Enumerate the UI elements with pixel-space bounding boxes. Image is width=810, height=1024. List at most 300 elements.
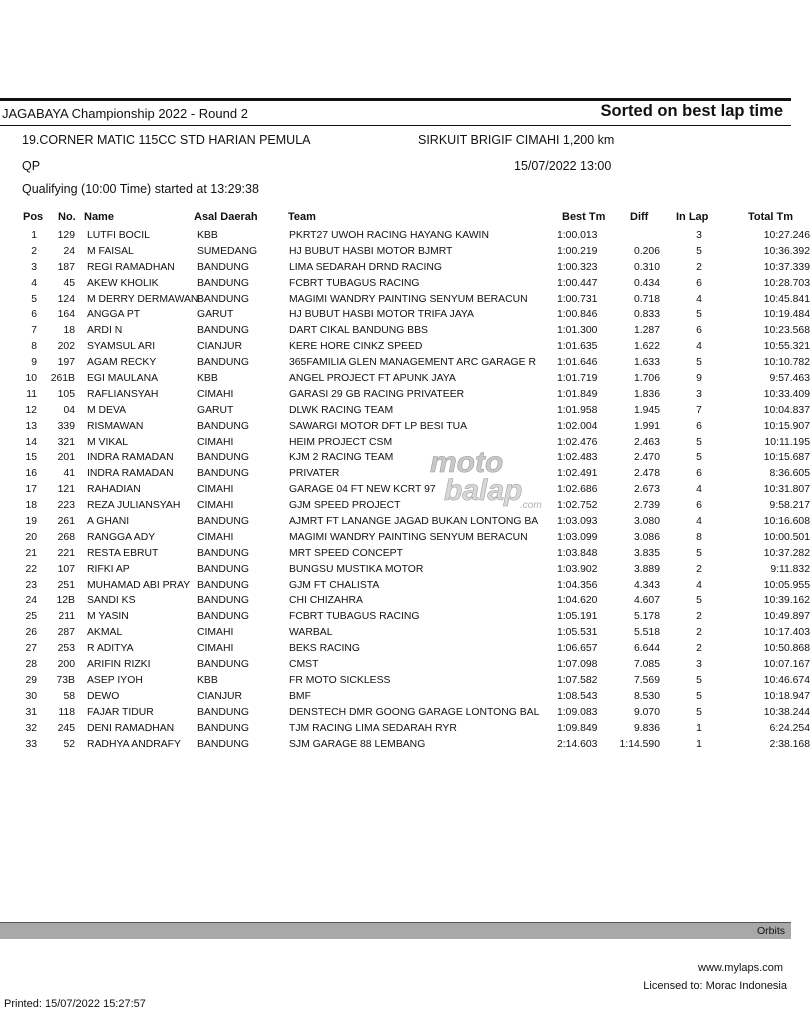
cell-team: WARBAL <box>289 627 333 639</box>
cell-total: 10:04.837 <box>763 404 810 416</box>
cell-team: BUNGSU MUSTIKA MOTOR <box>289 563 424 575</box>
cell-pos: 28 <box>25 659 37 671</box>
cell-team: CHI CHIZAHRA <box>289 595 363 607</box>
cell-asal: BANDUNG <box>197 547 249 559</box>
cell-in-lap: 6 <box>696 500 702 512</box>
cell-total: 10:18.947 <box>763 690 810 702</box>
cell-in-lap: 4 <box>696 293 702 305</box>
cell-asal: BANDUNG <box>197 722 249 734</box>
table-row <box>0 658 810 674</box>
cell-best: 1:07.098 <box>557 659 598 671</box>
cell-total: 10:15.907 <box>763 420 810 432</box>
cell-name: RADHYA ANDRAFY <box>87 738 181 750</box>
cell-name: M VIKAL <box>87 436 128 448</box>
cell-name: REZA JULIANSYAH <box>87 500 181 512</box>
cell-team: HEIM PROJECT CSM <box>289 436 393 448</box>
event-name: 19.CORNER MATIC 115CC STD HARIAN PEMULA <box>22 133 311 147</box>
cell-no: 52 <box>63 738 75 750</box>
cell-team: GARASI 29 GB RACING PRIVATEER <box>289 388 465 400</box>
cell-best: 1:03.093 <box>557 516 598 528</box>
table-row <box>0 245 810 261</box>
cell-in-lap: 2 <box>696 261 702 273</box>
cell-best: 1:01.646 <box>557 357 598 369</box>
table-row <box>0 293 810 309</box>
cell-asal: BANDUNG <box>197 611 249 623</box>
cell-in-lap: 6 <box>696 468 702 480</box>
cell-best: 1:09.083 <box>557 706 598 718</box>
cell-in-lap: 3 <box>696 230 702 241</box>
top-rule <box>0 98 791 101</box>
cell-pos: 5 <box>31 293 37 305</box>
cell-in-lap: 7 <box>696 404 702 416</box>
cell-name: ARDI N <box>87 325 123 337</box>
col-pos: Pos <box>23 211 44 223</box>
circuit-name: SIRKUIT BRIGIF CIMAHI 1,200 km <box>418 133 615 147</box>
table-row <box>0 563 810 579</box>
cell-no: 261B <box>50 373 75 385</box>
cell-name: INDRA RAMADAN <box>87 468 174 480</box>
cell-team: KJM 2 RACING TEAM <box>289 452 394 464</box>
cell-best: 1:01.719 <box>557 373 598 385</box>
cell-team: KERE HORE CINKZ SPEED <box>289 341 423 353</box>
cell-total: 10:23.568 <box>763 325 810 337</box>
cell-in-lap: 4 <box>696 579 702 591</box>
cell-pos: 6 <box>31 309 37 321</box>
cell-pos: 26 <box>25 627 37 639</box>
cell-total: 6:24.254 <box>769 722 810 734</box>
cell-no: 261 <box>57 516 75 528</box>
cell-best: 1:03.902 <box>557 563 598 575</box>
cell-total: 2:38.168 <box>769 738 810 750</box>
cell-no: 105 <box>57 388 75 400</box>
table-row <box>0 404 810 420</box>
col-diff: Diff <box>630 211 649 223</box>
cell-diff: 5.178 <box>633 611 660 623</box>
cell-name: EGI MAULANA <box>87 373 159 385</box>
cell-in-lap: 4 <box>696 341 702 353</box>
cell-best: 1:05.531 <box>557 627 598 639</box>
cell-best: 1:02.491 <box>557 468 598 480</box>
cell-total: 10:39.162 <box>763 595 810 607</box>
table-row <box>0 531 810 547</box>
cell-total: 10:38.244 <box>763 706 810 718</box>
cell-in-lap: 1 <box>696 722 702 734</box>
cell-diff: 0.206 <box>633 245 660 257</box>
cell-name: RAHADIAN <box>87 484 141 496</box>
watermark-line1: moto <box>430 446 504 479</box>
cell-name: RISMAWAN <box>87 420 144 432</box>
cell-no: 41 <box>63 468 75 480</box>
cell-asal: CIMAHI <box>197 500 234 512</box>
cell-diff: 1.706 <box>633 373 660 385</box>
cell-best: 1:04.356 <box>557 579 598 591</box>
table-row <box>0 451 810 467</box>
cell-asal: CIMAHI <box>197 436 234 448</box>
cell-total: 10:36.392 <box>763 245 810 257</box>
cell-best: 1:02.752 <box>557 500 598 512</box>
cell-diff: 4.607 <box>633 595 660 607</box>
table-row <box>0 722 810 738</box>
table-row <box>0 436 810 452</box>
cell-team: HJ BUBUT HASBI MOTOR BJMRT <box>289 245 453 257</box>
cell-pos: 4 <box>31 277 37 289</box>
cell-team: BEKS RACING <box>289 643 361 655</box>
cell-diff: 0.833 <box>633 309 660 321</box>
cell-total: 10:15.687 <box>763 452 810 464</box>
cell-total: 10:46.674 <box>763 674 810 686</box>
cell-no: 129 <box>57 230 75 241</box>
cell-total: 10:31.807 <box>763 484 810 496</box>
cell-pos: 15 <box>25 452 37 464</box>
cell-in-lap: 2 <box>696 611 702 623</box>
cell-in-lap: 5 <box>696 547 702 559</box>
cell-asal: BANDUNG <box>197 563 249 575</box>
cell-name: AGAM RECKY <box>87 357 157 369</box>
session-start-info: Qualifying (10:00 Time) started at 13:29:38 <box>22 182 259 196</box>
cell-name: RAFLIANSYAH <box>87 388 159 400</box>
cell-in-lap: 5 <box>696 309 702 321</box>
cell-pos: 11 <box>26 388 37 400</box>
table-row <box>0 738 810 754</box>
cell-best: 1:02.686 <box>557 484 598 496</box>
cell-team: GJM FT CHALISTA <box>289 579 380 591</box>
cell-diff: 3.086 <box>633 531 660 543</box>
session-date: 15/07/2022 13:00 <box>514 159 612 173</box>
cell-pos: 14 <box>25 436 37 448</box>
cell-in-lap: 2 <box>696 643 702 655</box>
cell-diff: 9.070 <box>633 706 660 718</box>
cell-diff: 9.836 <box>633 722 660 734</box>
cell-team: GJM SPEED PROJECT <box>289 500 401 512</box>
cell-name: M DERRY DERMAWAN <box>87 293 199 305</box>
cell-best: 2:14.603 <box>557 738 598 750</box>
cell-diff: 3.889 <box>633 563 660 575</box>
cell-pos: 18 <box>25 500 37 512</box>
cell-name: SANDI KS <box>87 595 136 607</box>
cell-team: GARAGE 04 FT NEW KCRT 97 <box>289 484 436 496</box>
cell-name: INDRA RAMADAN <box>87 452 174 464</box>
cell-in-lap: 6 <box>696 420 702 432</box>
cell-asal: KBB <box>197 373 218 385</box>
cell-diff: 8.530 <box>633 690 660 702</box>
cell-asal: BANDUNG <box>197 325 249 337</box>
cell-no: 12B <box>56 595 75 607</box>
col-team: Team <box>288 211 316 223</box>
cell-diff: 1.622 <box>633 341 660 353</box>
cell-total: 9:58.217 <box>769 500 810 512</box>
table-row <box>0 372 810 388</box>
table-row <box>0 642 810 658</box>
cell-total: 10:19.484 <box>763 309 810 321</box>
cell-no: 24 <box>63 245 75 257</box>
championship-title: JAGABAYA Championship 2022 - Round 2 <box>2 106 248 121</box>
cell-pos: 20 <box>25 531 37 543</box>
cell-no: 118 <box>58 706 75 718</box>
table-row <box>0 690 810 706</box>
cell-name: SYAMSUL ARI <box>87 341 156 353</box>
cell-best: 1:01.300 <box>557 325 598 337</box>
cell-in-lap: 5 <box>696 674 702 686</box>
cell-asal: CIMAHI <box>197 388 234 400</box>
cell-in-lap: 4 <box>696 484 702 496</box>
cell-asal: CIANJUR <box>197 341 243 353</box>
cell-no: 253 <box>57 643 75 655</box>
cell-pos: 10 <box>25 373 37 385</box>
session-code: QP <box>22 159 41 173</box>
cell-name: RANGGA ADY <box>87 531 156 543</box>
cell-name: ARIFIN RIZKI <box>87 659 151 671</box>
cell-name: RIFKI AP <box>87 563 130 575</box>
cell-no: 164 <box>57 309 75 321</box>
cell-name: FAJAR TIDUR <box>87 706 154 718</box>
cell-asal: KBB <box>197 230 218 241</box>
cell-best: 1:02.483 <box>557 452 598 464</box>
cell-asal: BANDUNG <box>197 516 249 528</box>
cell-name: RESTA EBRUT <box>87 547 159 559</box>
cell-no: 245 <box>57 722 75 734</box>
cell-total: 10:33.409 <box>763 388 810 400</box>
header-rule <box>0 125 791 126</box>
cell-team: CMST <box>289 659 319 671</box>
cell-team: FCBRT TUBAGUS RACING <box>289 277 420 289</box>
cell-total: 10:16.608 <box>763 516 810 528</box>
cell-diff: 2.739 <box>633 500 660 512</box>
col-total: Total Tm <box>748 211 794 223</box>
license-info: Licensed to: Morac Indonesia <box>643 980 787 992</box>
cell-name: A GHANI <box>87 516 130 528</box>
table-row <box>0 261 810 277</box>
cell-name: REGI RAMADHAN <box>87 261 175 273</box>
cell-total: 9:11.832 <box>770 563 810 575</box>
cell-asal: CIMAHI <box>197 484 234 496</box>
cell-no: 73B <box>56 674 75 686</box>
cell-team: LIMA SEDARAH DRND RACING <box>289 261 442 273</box>
cell-name: M FAISAL <box>87 245 134 257</box>
cell-pos: 8 <box>31 341 37 353</box>
cell-pos: 30 <box>25 690 37 702</box>
cell-in-lap: 5 <box>696 245 702 257</box>
cell-no: 187 <box>57 261 75 273</box>
cell-pos: 16 <box>25 468 37 480</box>
cell-in-lap: 5 <box>696 706 702 718</box>
cell-total: 9:57.463 <box>769 373 810 385</box>
cell-total: 10:27.246 <box>763 230 810 241</box>
table-row <box>0 626 810 642</box>
cell-asal: BANDUNG <box>197 420 249 432</box>
cell-team: AJMRT FT LANANGE JAGAD BUKAN LONTONG BA <box>289 516 539 528</box>
cell-in-lap: 5 <box>696 436 702 448</box>
cell-no: 45 <box>63 277 75 289</box>
cell-diff: 2.463 <box>633 436 660 448</box>
cell-asal: BANDUNG <box>197 595 249 607</box>
cell-name: AKMAL <box>87 627 123 639</box>
cell-total: 10:37.282 <box>763 547 810 559</box>
cell-diff: 1.945 <box>633 404 660 416</box>
cell-best: 1:06.657 <box>557 643 598 655</box>
cell-total: 8:36.605 <box>769 468 810 480</box>
cell-pos: 27 <box>25 643 37 655</box>
cell-total: 10:17.403 <box>763 627 810 639</box>
cell-team: DLWK RACING TEAM <box>289 404 394 416</box>
results-table-body <box>0 229 810 753</box>
cell-pos: 25 <box>25 611 37 623</box>
cell-no: 223 <box>57 500 75 512</box>
cell-asal: SUMEDANG <box>197 245 258 257</box>
footer-bar <box>0 922 791 939</box>
cell-name: MUHAMAD ABI PRAY <box>87 579 191 591</box>
cell-team: MAGIMI WANDRY PAINTING SENYUM BERACUN <box>289 531 528 543</box>
table-row <box>0 324 810 340</box>
cell-team: 365FAMILIA GLEN MANAGEMENT ARC GARAGE R <box>289 357 536 369</box>
cell-team: TJM RACING LIMA SEDARAH RYR <box>289 722 457 734</box>
cell-diff: 1:14.590 <box>619 738 660 750</box>
cell-no: 58 <box>63 690 75 702</box>
watermark-suffix: .com <box>520 500 542 511</box>
cell-pos: 21 <box>25 547 37 559</box>
cell-diff: 7.085 <box>633 659 660 671</box>
cell-name: DENI RAMADHAN <box>87 722 175 734</box>
cell-team: FCBRT TUBAGUS RACING <box>289 611 420 623</box>
cell-name: M YASIN <box>87 611 129 623</box>
cell-in-lap: 1 <box>696 738 702 750</box>
table-row <box>0 547 810 563</box>
cell-in-lap: 3 <box>696 659 702 671</box>
cell-asal: BANDUNG <box>197 357 249 369</box>
cell-in-lap: 5 <box>696 595 702 607</box>
cell-best: 1:00.219 <box>557 245 598 257</box>
cell-total: 10:07.167 <box>763 659 810 671</box>
cell-in-lap: 9 <box>696 373 702 385</box>
cell-asal: GARUT <box>197 404 234 416</box>
cell-total: 10:50.868 <box>763 643 810 655</box>
table-row <box>0 420 810 436</box>
orbits-label: Orbits <box>756 925 785 937</box>
cell-diff: 1.287 <box>633 325 660 337</box>
cell-no: 251 <box>57 579 75 591</box>
cell-pos: 9 <box>31 357 37 369</box>
cell-team: ANGEL PROJECT FT APUNK JAYA <box>289 373 456 385</box>
cell-diff: 3.080 <box>633 516 660 528</box>
cell-best: 1:01.635 <box>557 341 598 353</box>
cell-asal: CIANJUR <box>197 690 243 702</box>
cell-team: PRIVATER <box>289 468 340 480</box>
cell-team: SJM GARAGE 88 LEMBANG <box>289 738 426 750</box>
table-row <box>0 706 810 722</box>
cell-diff: 1.633 <box>633 357 660 369</box>
cell-pos: 19 <box>25 516 37 528</box>
printed-timestamp: Printed: 15/07/2022 15:27:57 <box>4 998 146 1010</box>
website-link[interactable]: www.mylaps.com <box>698 962 783 974</box>
cell-best: 1:01.849 <box>557 388 598 400</box>
cell-in-lap: 5 <box>696 452 702 464</box>
col-asal: Asal Daerah <box>194 211 258 223</box>
cell-team: PKRT27 UWOH RACING HAYANG KAWIN <box>289 230 489 241</box>
cell-no: 202 <box>57 341 75 353</box>
cell-pos: 3 <box>31 261 37 273</box>
cell-no: 339 <box>57 420 75 432</box>
cell-diff: 2.470 <box>633 452 660 464</box>
cell-asal: BANDUNG <box>197 706 249 718</box>
cell-best: 1:00.846 <box>557 309 598 321</box>
cell-team: BMF <box>289 690 311 702</box>
cell-asal: BANDUNG <box>197 293 249 305</box>
cell-no: 121 <box>57 484 75 496</box>
cell-diff: 7.569 <box>633 674 660 686</box>
cell-diff: 3.835 <box>633 547 660 559</box>
cell-asal: KBB <box>197 674 218 686</box>
cell-no: 200 <box>57 659 75 671</box>
cell-diff: 0.434 <box>633 277 660 289</box>
cell-asal: CIMAHI <box>197 531 234 543</box>
cell-best: 1:04.620 <box>557 595 598 607</box>
table-row <box>0 483 810 499</box>
table-row <box>0 229 810 245</box>
cell-asal: BANDUNG <box>197 261 249 273</box>
cell-in-lap: 6 <box>696 277 702 289</box>
cell-total: 10:00.501 <box>763 531 810 543</box>
cell-team: MAGIMI WANDRY PAINTING SENYUM BERACUN <box>289 293 528 305</box>
cell-name: AKEW KHOLIK <box>87 277 159 289</box>
watermark-line2: balap <box>444 474 523 507</box>
cell-best: 1:03.099 <box>557 531 598 543</box>
cell-pos: 31 <box>25 706 37 718</box>
cell-in-lap: 3 <box>696 388 702 400</box>
table-row <box>0 277 810 293</box>
cell-diff: 5.518 <box>633 627 660 639</box>
results-table-header <box>0 211 794 225</box>
cell-no: 287 <box>57 627 75 639</box>
cell-team: DART CIKAL BANDUNG BBS <box>289 325 428 337</box>
col-name: Name <box>84 211 114 223</box>
cell-total: 10:11.195 <box>764 436 810 448</box>
cell-name: M DEVA <box>87 404 127 416</box>
cell-in-lap: 5 <box>696 690 702 702</box>
cell-total: 10:37.339 <box>763 261 810 273</box>
table-row <box>0 308 810 324</box>
cell-pos: 17 <box>25 484 37 496</box>
cell-total: 10:49.897 <box>763 611 810 623</box>
cell-total: 10:05.955 <box>763 579 810 591</box>
cell-diff: 0.310 <box>633 261 660 273</box>
cell-best: 1:00.323 <box>557 261 598 273</box>
cell-asal: BANDUNG <box>197 452 249 464</box>
cell-asal: GARUT <box>197 309 234 321</box>
cell-pos: 2 <box>31 245 37 257</box>
cell-no: 197 <box>57 357 75 369</box>
cell-diff: 1.836 <box>633 388 660 400</box>
table-row <box>0 594 810 610</box>
cell-best: 1:01.958 <box>557 404 598 416</box>
cell-diff: 2.478 <box>633 468 660 480</box>
cell-no: 04 <box>63 404 75 416</box>
cell-asal: BANDUNG <box>197 277 249 289</box>
cell-team: HJ BUBUT HASBI MOTOR TRIFA JAYA <box>289 309 474 321</box>
cell-no: 124 <box>57 293 75 305</box>
cell-total: 10:45.841 <box>763 293 810 305</box>
cell-best: 1:05.191 <box>557 611 598 623</box>
cell-best: 1:03.848 <box>557 547 598 559</box>
cell-team: SAWARGI MOTOR DFT LP BESI TUA <box>289 420 468 432</box>
cell-asal: BANDUNG <box>197 659 249 671</box>
cell-best: 1:02.004 <box>557 420 598 432</box>
table-row <box>0 610 810 626</box>
cell-no: 211 <box>58 611 75 623</box>
table-row <box>0 388 810 404</box>
cell-best: 1:02.476 <box>557 436 598 448</box>
cell-asal: BANDUNG <box>197 468 249 480</box>
cell-pos: 22 <box>25 563 37 575</box>
cell-total: 10:10.782 <box>763 357 810 369</box>
